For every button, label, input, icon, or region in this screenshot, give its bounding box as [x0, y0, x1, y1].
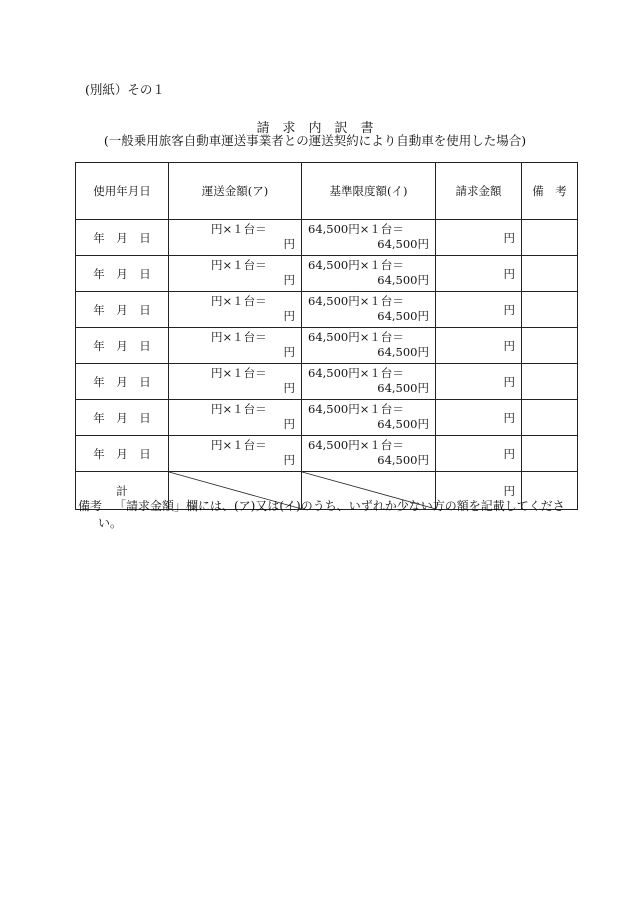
document-subtitle: (一般乗用旅客自動車運送事業者との運送契約により自動車を使用した場合)	[103, 133, 527, 148]
request-amount-cell[interactable]: 円	[436, 400, 522, 436]
limit-formula: 64,500円×１台＝	[308, 366, 404, 380]
request-amount-cell[interactable]: 円	[436, 220, 522, 256]
table-row	[76, 436, 578, 472]
transport-fee-formula: 円×１台＝	[211, 366, 267, 380]
transport-fee-amount: 円	[283, 417, 295, 431]
transport-fee-formula: 円×１台＝	[211, 402, 267, 416]
limit-cell	[302, 400, 436, 436]
limit-amount: 64,500円	[377, 381, 429, 395]
header-row	[76, 163, 578, 220]
date-cell[interactable]: 年 月 日	[76, 220, 169, 256]
limit-formula: 64,500円×１台＝	[308, 222, 404, 236]
transport-fee-formula: 円×１台＝	[211, 330, 267, 344]
limit-cell	[302, 364, 436, 400]
header-transport-fee: 運送金額(ア)	[169, 163, 302, 220]
table-row	[76, 256, 578, 292]
total-label: 計	[76, 472, 169, 510]
limit-amount: 64,500円	[377, 453, 429, 467]
date-cell[interactable]: 年 月 日	[76, 256, 169, 292]
transport-fee-cell[interactable]	[169, 256, 302, 292]
note-tail: い。	[98, 516, 123, 530]
table-row	[76, 364, 578, 400]
limit-amount: 64,500円	[377, 237, 429, 251]
date-cell[interactable]: 年 月 日	[76, 364, 169, 400]
transport-fee-cell[interactable]	[169, 328, 302, 364]
limit-amount: 64,500円	[377, 345, 429, 359]
limit-cell	[302, 292, 436, 328]
header-limit: 基準限度額(イ)	[302, 163, 436, 220]
note-heading: 備考	[78, 499, 103, 513]
remarks-cell[interactable]	[522, 364, 578, 400]
date-cell[interactable]: 年 月 日	[76, 436, 169, 472]
request-amount-cell[interactable]: 円	[436, 436, 522, 472]
transport-fee-cell[interactable]	[169, 436, 302, 472]
header-remarks: 備 考	[522, 163, 578, 220]
transport-fee-amount: 円	[283, 381, 295, 395]
date-cell[interactable]: 年 月 日	[76, 328, 169, 364]
request-amount-cell[interactable]: 円	[436, 256, 522, 292]
total-request-cell[interactable]: 円	[436, 472, 522, 510]
limit-formula: 64,500円×１台＝	[308, 402, 404, 416]
date-cell[interactable]: 年 月 日	[76, 292, 169, 328]
transport-fee-cell[interactable]	[169, 220, 302, 256]
remarks-cell[interactable]	[522, 436, 578, 472]
note-body: 「請求金額」欄には、(ア)又は(イ)のうち、いずれか少ない方の額を記載してくださ	[114, 499, 565, 513]
request-amount-cell[interactable]: 円	[436, 364, 522, 400]
transport-fee-amount: 円	[283, 309, 295, 323]
limit-amount: 64,500円	[377, 273, 429, 287]
limit-formula: 64,500円×１台＝	[308, 330, 404, 344]
transport-fee-amount: 円	[283, 273, 295, 287]
transport-fee-formula: 円×１台＝	[211, 294, 267, 308]
transport-fee-amount: 円	[283, 453, 295, 467]
request-amount-cell[interactable]: 円	[436, 328, 522, 364]
table-row	[76, 292, 578, 328]
limit-cell	[302, 220, 436, 256]
header-request: 請求金額	[436, 163, 522, 220]
page-label: (別紙）その１	[85, 82, 165, 97]
request-amount-cell[interactable]: 円	[436, 292, 522, 328]
limit-formula: 64,500円×１台＝	[308, 294, 404, 308]
remarks-cell[interactable]	[522, 256, 578, 292]
transport-fee-formula: 円×１台＝	[211, 222, 267, 236]
table-row	[76, 220, 578, 256]
transport-fee-amount: 円	[283, 237, 295, 251]
limit-amount: 64,500円	[377, 309, 429, 323]
limit-cell	[302, 256, 436, 292]
breakdown-table	[75, 162, 578, 510]
remarks-cell[interactable]	[522, 292, 578, 328]
remarks-cell[interactable]	[522, 400, 578, 436]
header-date: 使用年月日	[76, 163, 169, 220]
limit-formula: 64,500円×１台＝	[308, 258, 404, 272]
transport-fee-amount: 円	[283, 345, 295, 359]
transport-fee-cell[interactable]	[169, 364, 302, 400]
transport-fee-cell[interactable]	[169, 292, 302, 328]
transport-fee-formula: 円×１台＝	[211, 258, 267, 272]
table-row	[76, 400, 578, 436]
limit-cell	[302, 328, 436, 364]
transport-fee-cell[interactable]	[169, 400, 302, 436]
date-cell[interactable]: 年 月 日	[76, 400, 169, 436]
remarks-cell[interactable]	[522, 220, 578, 256]
limit-cell	[302, 436, 436, 472]
document-title: 請 求 内 訳 書	[256, 121, 374, 136]
table-row	[76, 328, 578, 364]
limit-amount: 64,500円	[377, 417, 429, 431]
remarks-cell[interactable]	[522, 328, 578, 364]
transport-fee-formula: 円×１台＝	[211, 438, 267, 452]
limit-formula: 64,500円×１台＝	[308, 438, 404, 452]
